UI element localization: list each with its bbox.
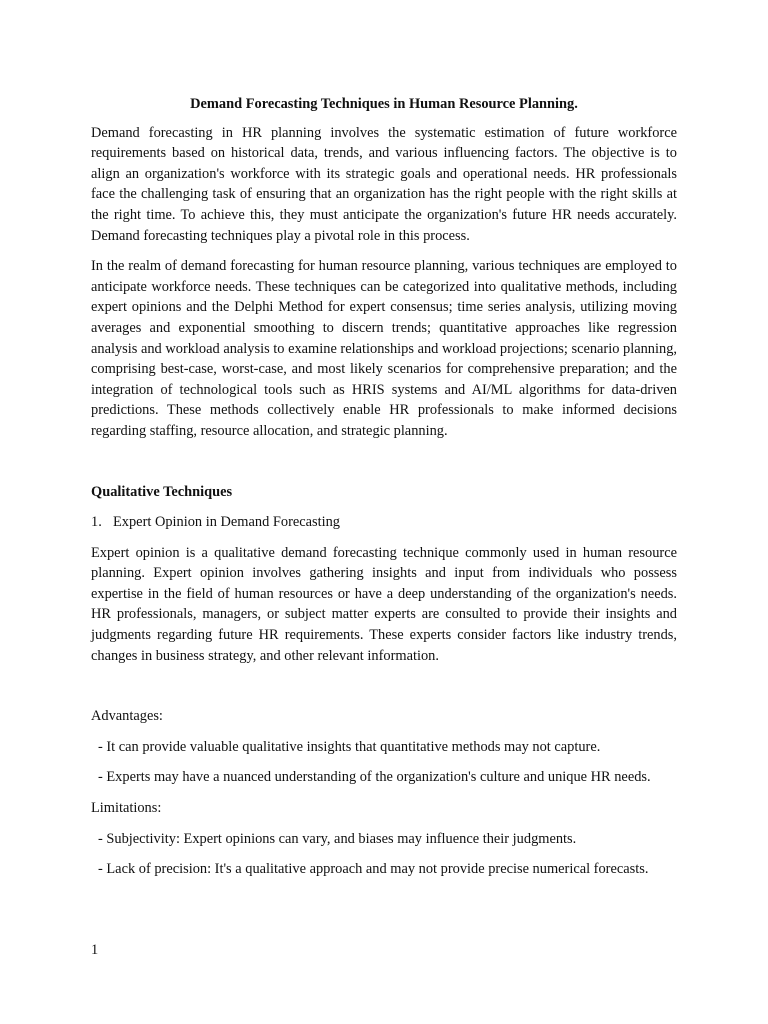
limitations-label: Limitations: xyxy=(91,800,162,817)
subsection-number: 1. xyxy=(91,514,102,531)
subsection-title: Expert Opinion in Demand Forecasting xyxy=(113,514,341,531)
section-spacer xyxy=(91,452,677,482)
subsection-heading xyxy=(91,512,677,533)
intro-paragraph-1: Demand forecasting in HR planning involves the systematic estimation of future workforce requirements based on historical data, trends, and various influencing factors. The objective is to align an organization's workforce with its strategic goals and operational needs. HR professionals face the challenging task of ensuring that an organization has the right people with the right skills at the right time. To achieve this, they must anticipate the organization's future HR needs accurately. Demand forecasting techniques play a pivotal role in this process. xyxy=(91,124,677,244)
expert-opinion-paragraph: Expert opinion is a qualitative demand forecasting technique commonly used in human resource planning. Expert opinion involves gathering insights and input from individuals who possess expertise in the field of human resources or have a deep understanding of the organization's needs. HR professionals, managers, or subject matter experts are consulted to provide their insights and judgments regarding future HR requirements. These experts consider factors like industry trends, changes in business strategy, and other relevant information. xyxy=(91,544,677,664)
advantages-label: Advantages: xyxy=(91,708,163,725)
document-page xyxy=(91,94,677,890)
limitation-item-2: - Lack of precision: It's a qualitative approach and may not provide precise numerical forecasts. xyxy=(98,861,649,878)
section-heading: Qualitative Techniques xyxy=(91,483,233,500)
advantage-item-2: - Experts may have a nuanced understanding of the organization's culture and unique HR needs. xyxy=(98,769,651,786)
advantage-item-1: - It can provide valuable qualitative insights that quantitative methods may not capture. xyxy=(98,738,601,755)
limitation-item-1: - Subjectivity: Expert opinions can vary, and biases may influence their judgments. xyxy=(98,830,577,847)
list-spacer xyxy=(91,676,677,706)
page-number: 1 xyxy=(91,942,99,958)
document-title: Demand Forecasting Techniques in Human Resource Planning. xyxy=(190,96,578,112)
intro-paragraph-2: In the realm of demand forecasting for human resource planning, various techniques are employed to anticipate workforce needs. These techniques can be categorized into qualitative methods, including expert opinions and the Delphi Method for expert consensus; time series analysis, utilizing moving averages and exponential smoothing to discern trends; quantitative approaches like regression analysis and workload analysis to examine relationships and workload projections; scenario planning, comprising best-case, worst-case, and most likely scenarios for comprehensive preparation; and the integration of technological tools such as HRIS systems and AI/ML algorithms for data-driven predictions. These methods collectively enable HR professionals to make informed decisions regarding staffing, resource allocation, and strategic planning. xyxy=(91,258,677,439)
